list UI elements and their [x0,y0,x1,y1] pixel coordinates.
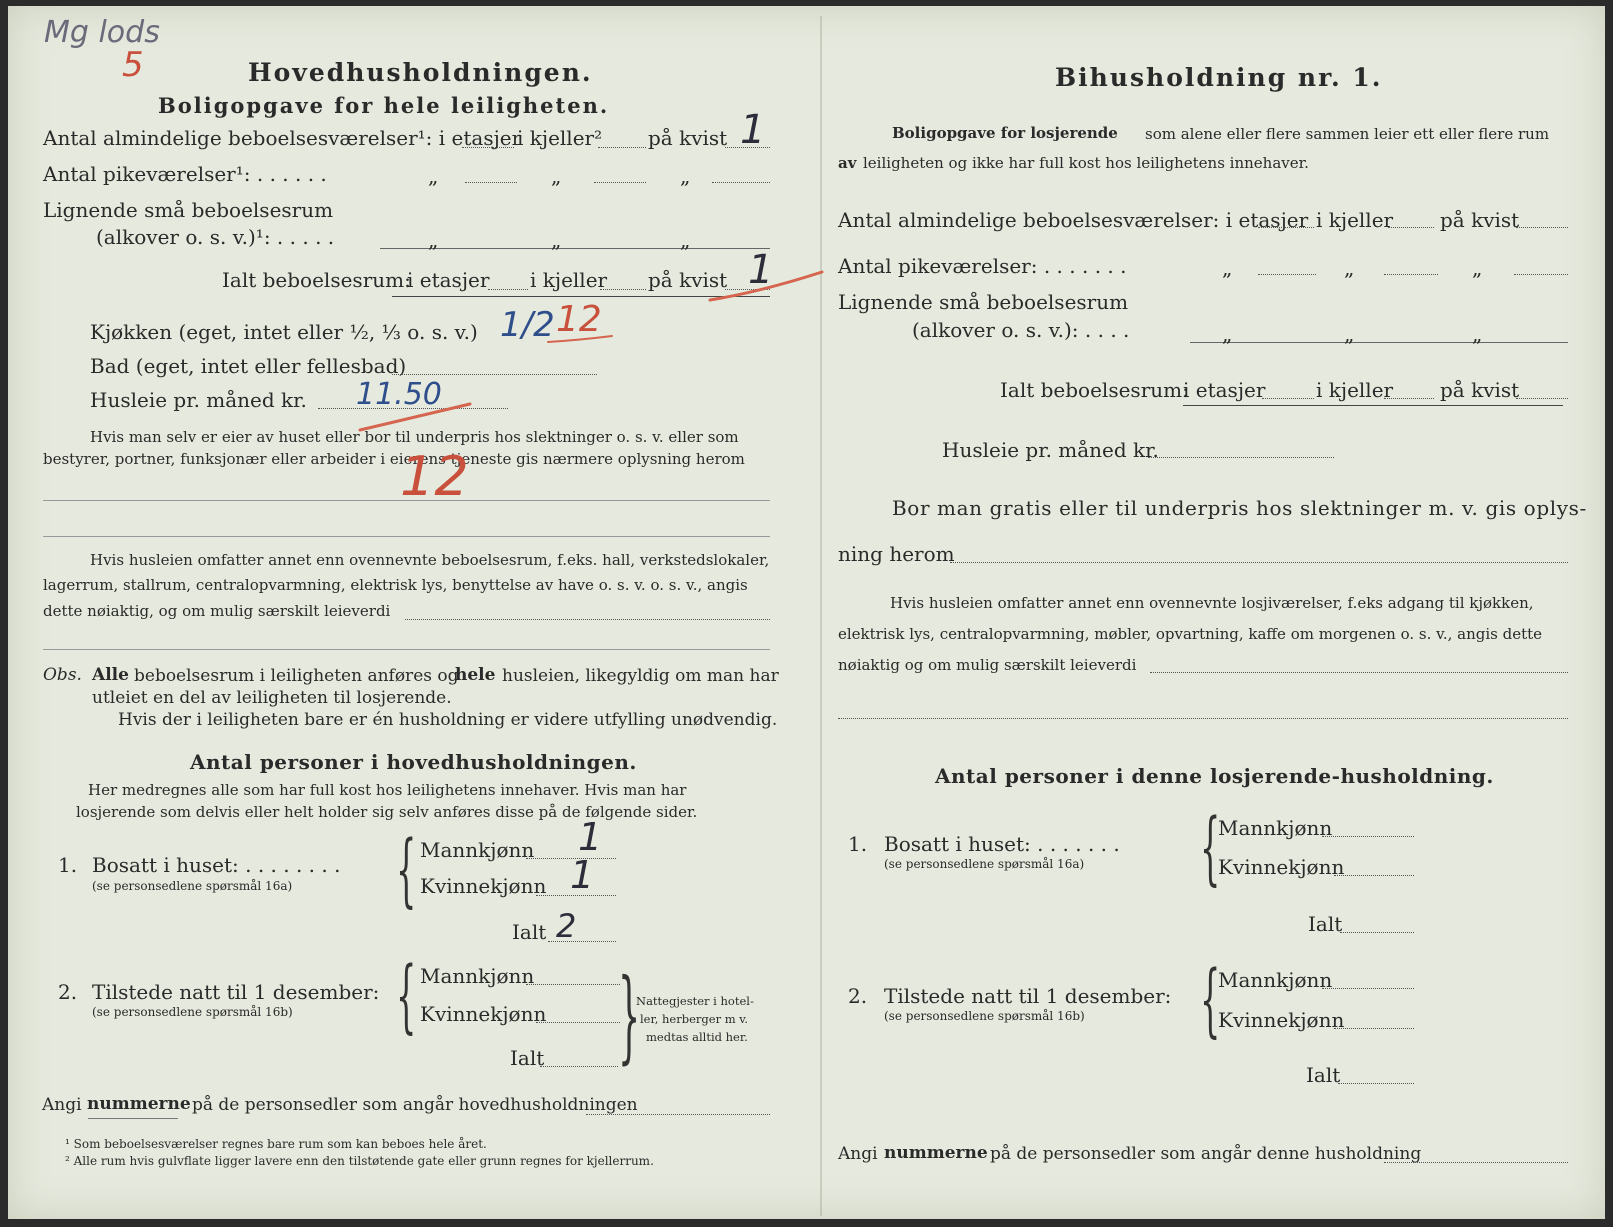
r-kvist-label: på kvist [1440,208,1520,232]
r-kjeller-field[interactable] [1388,227,1434,228]
r-q1-kvinnekjonn-label: Kvinnekjønn [1218,855,1345,879]
r-q1-mannkjonn-label: Mannkjønn [1218,816,1333,840]
q2-label: Tilstede natt til 1 desember: [92,980,380,1004]
r-husleie-label: Husleie pr. måned kr. [942,438,1159,462]
corner-note: Mg lods [44,15,160,50]
bad-label: Bad (eget, intet eller fellesbad) [90,354,407,378]
persons-note-2: losjerende som delvis eller helt holder sig selv anføres disse på de følgende sider. [76,803,698,821]
r-angi-text-2: på de personsedler som angår denne husholdning [990,1144,1422,1164]
r-quote-mark: „ [1472,322,1483,346]
r-ialt-kjeller-label: i kjeller [1316,378,1394,402]
q2-sublabel: (se personsedlene spørsmål 16b) [92,1005,293,1019]
omfatter-text-3: dette nøiaktig, og om mulig særskilt leieverdi [43,602,391,620]
q1-kvinnekjonn-label: Kvinnekjønn [420,874,547,898]
kjokken-label: Kjøkken (eget, intet eller ½, ⅓ o. s. v.) [90,320,478,344]
husleie-label: Husleie pr. måned kr. [90,388,307,412]
r-kvist-field[interactable] [1516,227,1568,228]
r-ialt-etasjer-label: i etasjer [1183,378,1266,402]
intro-text-2: leiligheten og ikke har full kost hos leilighetens innehaver. [863,154,1309,172]
r-q1-number: 1. [848,832,868,856]
obs-alle: Alle [92,665,129,685]
antal-alm-label: Antal almindelige beboelsesværelser¹: i etasjer [43,126,522,150]
corner-number: 5 [122,45,144,85]
r-etasjer-field[interactable] [1258,227,1314,228]
r-ialt-kjeller-field[interactable] [1384,398,1434,399]
r-pike-etasjer-field[interactable] [1258,274,1316,275]
pike-label: Antal pikeværelser¹: . . . . . . [43,162,327,186]
kvist-value: 1 [740,107,766,153]
q2-mannkjonn-label: Mannkjønn [420,964,535,988]
r-omfatter-text-1: Hvis husleien omfatter annet enn ovennevnte losjiværelser, f.eks adgang til kjøkken, [890,594,1534,612]
gratis-field[interactable] [950,562,1568,563]
r-q1-mannkjonn-field[interactable] [1322,836,1414,837]
r-omfatter-text-2: elektrisk lys, centralopvarmning, møbler, opvartning, kaffe om morgenen o. s. v., angis dette [838,625,1543,643]
r-q2-kvinnekjonn-label: Kvinnekjønn [1218,1008,1345,1032]
main-title: Hovedhusholdningen. [248,58,593,87]
q1-label: Bosatt i huset: . . . . . . . . [92,853,341,877]
q2-kvinnekjonn-label: Kvinnekjønn [420,1002,547,1026]
r-omfatter-text-3: nøiaktig og om mulig særskilt leieverdi [838,656,1137,674]
r-q2-mannkjonn-field[interactable] [1322,988,1414,989]
eier-text-2: bestyrer, portner, funksjonær eller arbeider i eierens tjeneste gis nærmere oplysning herom [43,450,745,468]
alkover-label: (alkover o. s. v.)¹: . . . . . [96,225,335,249]
kjokken-red-mark: 12 [556,299,602,340]
gratis-text-1: Bor man gratis eller til underpris hos slektninger m. v. gis oplys- [892,496,1587,520]
persons-title: Antal personer i hovedhusholdningen. [190,750,637,774]
omfatter-text-2: lagerrum, stallrum, centralopvarmning, elektrisk lys, benyttelse av have o. s. v. o. s. v., angis [43,576,748,594]
ialt-beboelsesrum-label: Ialt beboelsesrum: [222,268,411,292]
eier-text-1: Hvis man selv er eier av huset eller bor til underpris hos slektninger o. s. v. eller som [90,428,739,446]
r-quote-mark: „ [1344,256,1355,280]
q2-brace: { [396,949,417,1042]
bihusholdning-title: Bihusholdning nr. 1. [1055,63,1383,92]
omfatter-text-1: Hvis husleien omfatter annet enn ovennevnte beboelsesrum, f.eks. hall, verkstedslokaler, [90,551,770,569]
intro-bold: Boligopgave for losjerende [892,124,1118,142]
kvist-label: på kvist [648,126,728,150]
r-angi-bold: nummerne [884,1143,988,1163]
nattegjester-1: Nattegjester i hotel- [636,994,754,1008]
r-quote-mark: „ [1344,322,1355,346]
r-q2-sublabel: (se personsedlene spørsmål 16b) [884,1009,1085,1023]
r-q2-ialt-field[interactable] [1338,1083,1414,1084]
main-subtitle: Boligopgave for hele leiligheten. [158,93,610,118]
ialt-kjeller-label: i kjeller [530,268,608,292]
ialt-etasjer-label: i etasjer [407,268,490,292]
obs-text-2: utleiet en del av leiligheten til losjerende. [92,688,452,708]
r-quote-mark: „ [1472,256,1483,280]
q1-sublabel: (se personsedlene spørsmål 16a) [92,879,293,893]
q1-mannkjonn-label: Mannkjønn [420,838,535,862]
r-persons-title: Antal personer i denne losjerende-husholdning. [935,764,1494,788]
r-q2-number: 2. [848,984,868,1008]
obs-text-1b: husleien, likegyldig om man har [502,666,779,686]
r-pike-label: Antal pikeværelser: . . . . . . . [838,254,1127,278]
obs-text-3: Hvis der i leiligheten bare er én husholdning er videre utfylling unødvendig. [118,710,778,730]
husleie-value: 11.50 [356,377,442,412]
intro-text-1: som alene eller flere sammen leier ett eller flere rum [1145,125,1550,143]
kjokken-value: 1/2 [500,305,555,345]
obs-hele: hele [455,665,496,685]
r-q1-ialt-field[interactable] [1340,932,1414,933]
r-q1-kvinnekjonn-field[interactable] [1334,875,1414,876]
r-quote-mark: „ [1222,322,1233,346]
r-q2-kvinnekjonn-field[interactable] [1334,1028,1414,1029]
quote-mark: „ [428,228,439,252]
r-ialt-beboelsesrum-label: Ialt beboelsesrum: [1000,378,1189,402]
r-ialt-etasjer-field[interactable] [1262,398,1314,399]
r-husleie-field[interactable] [1148,457,1334,458]
ialt-kvist-value: 1 [748,247,774,293]
r-quote-mark: „ [1222,256,1233,280]
quote-mark: „ [680,164,691,188]
r-alkover-label: (alkover o. s. v.): . . . . [912,318,1130,342]
q1-kvinnekjonn-value: 1 [570,853,595,897]
r-angi-field[interactable] [1384,1162,1568,1163]
red-12-mark: 12 [400,445,469,508]
r-q1-sublabel: (se personsedlene spørsmål 16a) [884,857,1085,871]
angi-text-2: på de personsedler som angår hovedhusholdningen [192,1095,638,1115]
persons-note-1: Her medregnes alle som har full kost hos leilighetens innehaver. Hvis man har [88,781,687,799]
nattegjester-2: ler, herberger m v. [640,1012,749,1026]
q2-number: 2. [58,980,78,1004]
r-q1-label: Bosatt i huset: . . . . . . . [884,832,1120,856]
r-q1-brace: { [1200,801,1221,894]
quote-mark: „ [428,164,439,188]
r-ialt-kvist-label: på kvist [1440,378,1520,402]
r-q2-label: Tilstede natt til 1 desember: [884,984,1172,1008]
footnote-1: ¹ Som beboelsesværelser regnes bare rum som kan beboes hele året. [65,1137,487,1151]
angi-text-1: Angi [42,1095,82,1115]
lignende-label: Lignende små beboelsesrum [43,198,334,222]
r-pike-kjeller-field[interactable] [1384,274,1438,275]
q1-number: 1. [58,853,78,877]
kjeller-label: i kjeller² [517,126,603,150]
quote-mark: „ [551,164,562,188]
r-leieverdi-line-2[interactable] [838,718,1568,719]
r-q2-ialt-label: Ialt [1306,1063,1341,1087]
quote-mark: „ [680,228,691,252]
quote-mark: „ [551,228,562,252]
r-q2-brace: { [1200,953,1221,1046]
r-ialt-underline [1183,405,1563,406]
ialt-kvist-label: på kvist [648,268,728,292]
r-kjeller-label: i kjeller [1316,208,1394,232]
r-leieverdi-field[interactable] [1150,672,1568,673]
obs-label: Obs. [43,665,82,685]
r-pike-kvist-field[interactable] [1514,274,1568,275]
q1-ialt-value: 2 [556,907,583,945]
obs-text-1a: beboelsesrum i leiligheten anføres og [134,666,459,686]
q1-brace: { [396,823,417,916]
r-antal-alm-label: Antal almindelige beboelsesværelser: i etasjer [838,208,1309,232]
r-lignende-label: Lignende små beboelsesrum [838,290,1129,314]
r-angi-text-1: Angi [838,1144,878,1164]
r-q2-mannkjonn-label: Mannkjønn [1218,968,1333,992]
r-q1-ialt-label: Ialt [1308,912,1343,936]
gratis-text-2: ning herom [838,542,955,566]
angi-bold: nummerne [87,1094,191,1114]
q2-ialt-label: Ialt [510,1046,545,1070]
footnote-2: ² Alle rum hvis gulvflate ligger lavere enn den tilstøtende gate eller grunn regnes for kjellerrum. [65,1154,654,1168]
r-alkover-underline [1190,342,1568,343]
nattegjester-3: medtas alltid her. [646,1030,748,1044]
q1-mannkjonn-value: 1 [578,815,603,859]
r-ialt-kvist-field[interactable] [1516,398,1568,399]
intro-av: av [838,154,857,172]
nattegjester-brace: } [618,957,641,1074]
q1-ialt-label: Ialt [512,920,547,944]
